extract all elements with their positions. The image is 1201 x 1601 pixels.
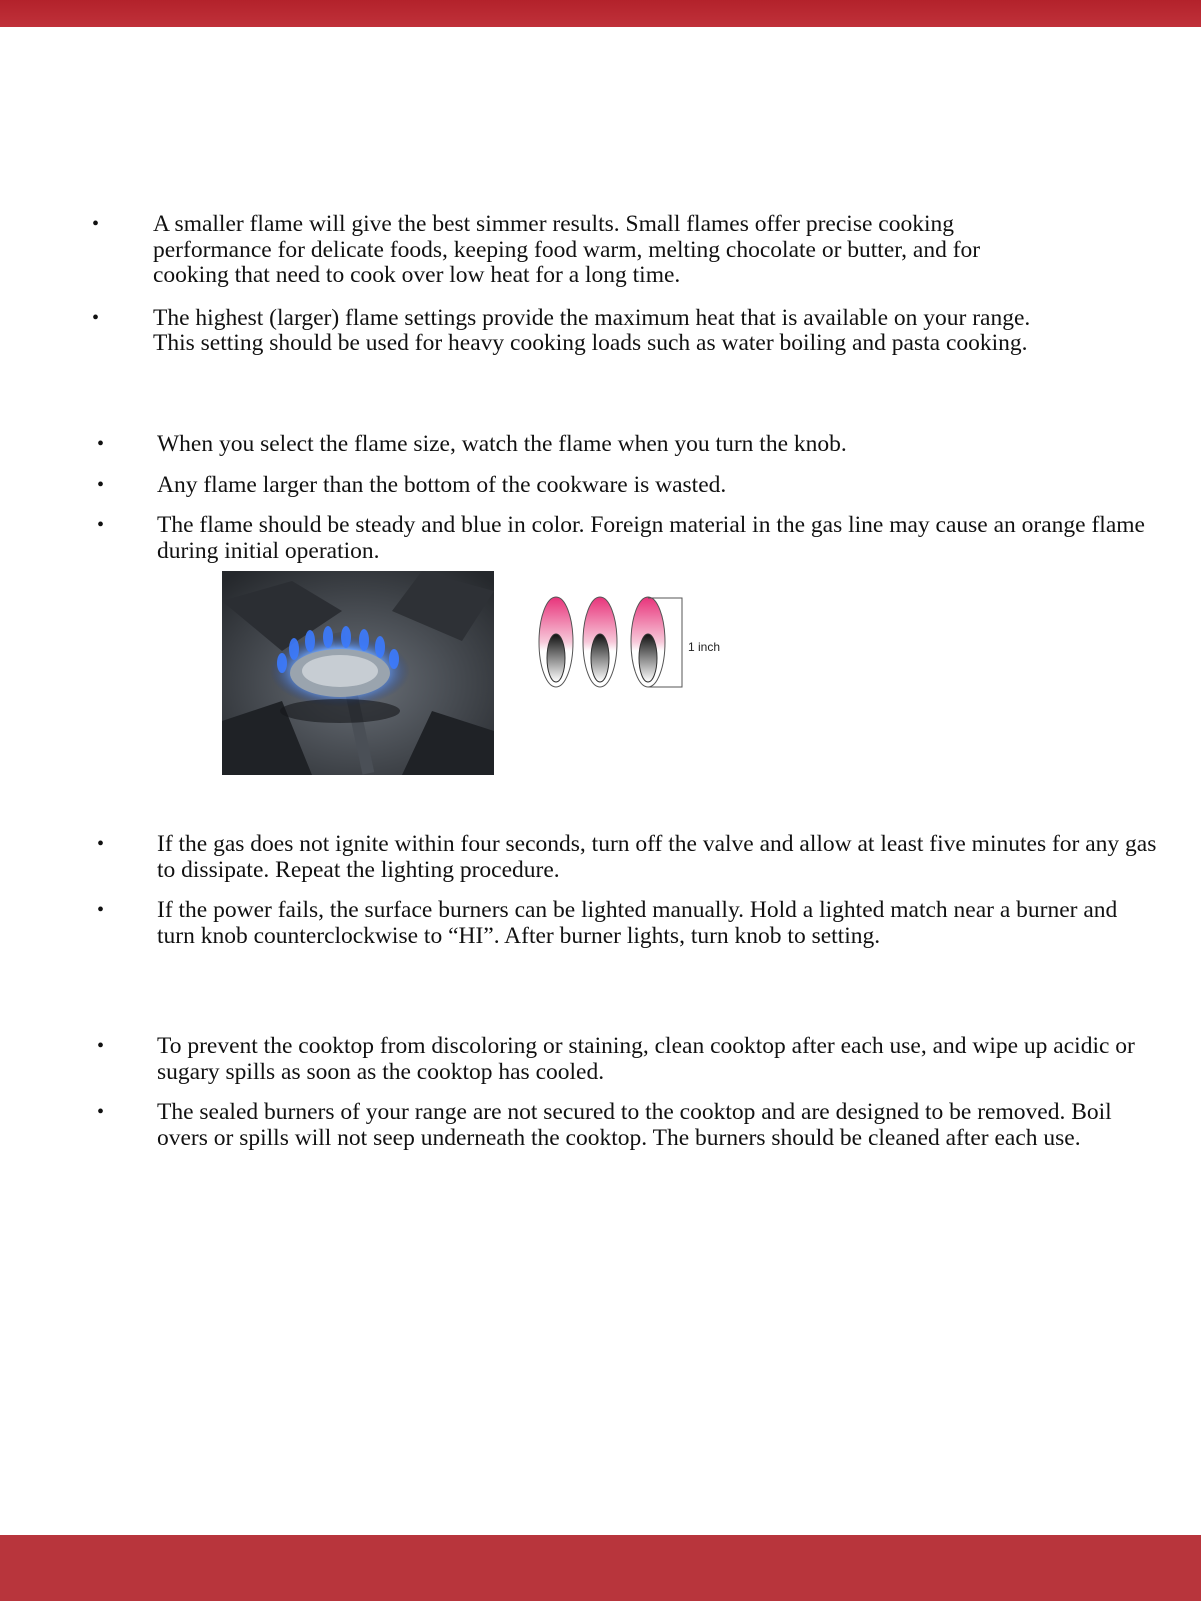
- list-item-text: The flame should be steady and blue in color. Foreign material in the gas line may cause an orange flame during initial operation.: [157, 512, 1145, 564]
- header-band: [0, 0, 1201, 27]
- bullet-marker: •: [97, 1035, 105, 1057]
- list-item-text: To prevent the cooktop from discoloring or staining, clean cooktop after each use, and wipe up acidic or sugary spills as soon as the cooktop has cooled.: [157, 1033, 1135, 1085]
- flame-outline-icon: [631, 597, 665, 687]
- list-item: [0, 306, 1053, 357]
- list-item-text: The sealed burners of your range are not secured to the cooktop and are designed to be removed. Boil overs or spills will not seep underneath the cooktop. The burners should be cleaned after each use.: [157, 1099, 1112, 1151]
- bullet-marker: •: [92, 213, 100, 235]
- flame-watch-list: [0, 432, 1157, 564]
- list-item: [0, 1100, 1157, 1151]
- list-item: [0, 832, 1157, 883]
- list-item-text: The highest (larger) flame settings provide the maximum heat that is available on your range. This setting should be used for heavy cooking loads such as water boiling and pasta cooking.: [153, 304, 1031, 356]
- bullet-marker: •: [97, 473, 105, 496]
- ignition-list: [0, 832, 1157, 949]
- bullet-marker: •: [97, 1101, 105, 1123]
- bullet-marker: •: [97, 433, 105, 455]
- list-item: [0, 212, 1053, 289]
- cleaning-list: [0, 1034, 1157, 1151]
- flame-outline-icon: [583, 597, 617, 687]
- list-item: [0, 513, 1157, 564]
- list-item-text: A smaller flame will give the best simmer results. Small flames offer precise cooking performance for delicate foods, keeping food warm, melting chocolate or butter, and for cooking that need to cook over low heat for a long time.: [153, 211, 981, 288]
- flame-size-list: [0, 212, 1053, 357]
- list-item: [0, 473, 1157, 499]
- list-item: [0, 1034, 1157, 1085]
- flame-height-label: 1 inch: [688, 640, 721, 654]
- list-item: [0, 898, 1157, 949]
- list-item-text: If the gas does not ignite within four seconds, turn off the valve and allow at least five minutes for any gas to dissipate. Repeat the lighting procedure.: [157, 831, 1157, 883]
- list-item: [0, 432, 1157, 458]
- bullet-marker: •: [97, 899, 105, 921]
- list-item-text: Any flame larger than the bottom of the cookware is wasted.: [157, 471, 727, 498]
- burner-flame-photo: [222, 571, 494, 775]
- list-item-text: If the power fails, the surface burners can be lighted manually. Hold a lighted match near a burner and turn knob counterclockwise to “HI”. After burner lights, turn knob to setting.: [157, 897, 1118, 949]
- bullet-marker: •: [97, 833, 105, 855]
- list-item-text: When you select the flame size, watch the flame when you turn the knob.: [157, 431, 847, 457]
- burner-flame-illustration: [222, 571, 494, 775]
- footer-band: [0, 1535, 1201, 1601]
- flame-outline-icon: [539, 597, 573, 687]
- bullet-marker: •: [97, 514, 105, 536]
- bullet-marker: •: [92, 306, 100, 329]
